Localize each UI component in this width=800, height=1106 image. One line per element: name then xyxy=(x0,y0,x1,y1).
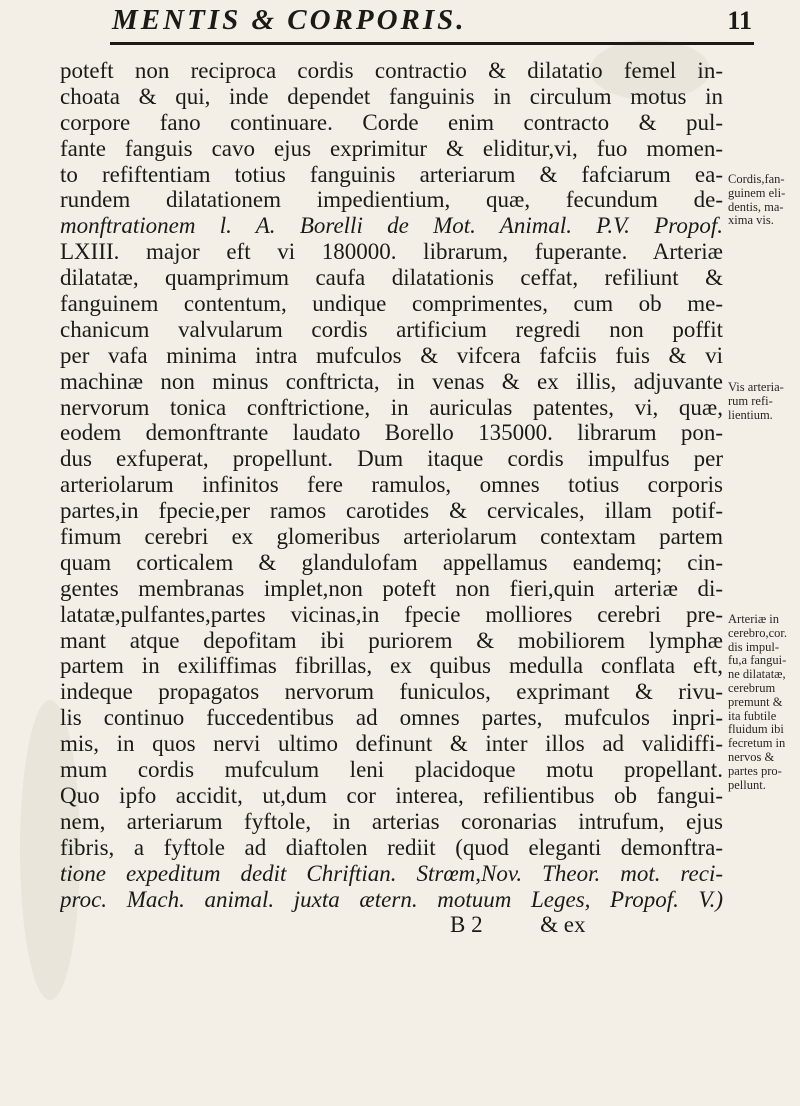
text-line: dus exfuperat, propellunt. Dum itaque cordis impulfus per xyxy=(60,446,723,472)
text-line: eodem demonftrante laudato Borello 135000. librarum pon- xyxy=(60,420,723,446)
text-line: chanicum valvularum cordis artificium regredi non poffit xyxy=(60,316,723,342)
text-line: quam corticalem & glandulofam appellamus eandemq; cin- xyxy=(60,549,723,575)
text-line: monftrationem l. A. Borelli de Mot. Animal. P.V. Propof. xyxy=(60,213,723,239)
text-line: mant atque depofitam ibi puriorem & mobiliorem lymphæ xyxy=(60,627,723,653)
page-number: 11 xyxy=(727,6,752,35)
text-line: arteriolarum infinitos fere ramulos, omnes totius corporis xyxy=(60,472,723,498)
header-rule xyxy=(110,42,754,45)
text-line: to refiftentiam totius fanguinis arteriarum & fafciarum ea- xyxy=(60,161,723,187)
margin-note-text: Vis arteria- rum refi- lientium. xyxy=(728,380,784,422)
text-line: fibris, a fyftole ad diaftolen rediit (quod eleganti demonftra- xyxy=(60,834,723,860)
text-line: machinæ non minus conftricta, in venas & ex illis, adjuvante xyxy=(60,368,723,394)
text-line: proc. Mach. animal. juxta ætern. motuum Leges, Propof. V.) xyxy=(60,886,723,912)
text-line: fante fanguis cavo ejus exprimitur & eliditur,vi, fuo momen- xyxy=(60,135,723,161)
text-line: corpore fano continuare. Corde enim contracto & pul- xyxy=(60,109,723,135)
text-line: mis, in quos nervi ultimo definunt & inter illos ad validiffi- xyxy=(60,731,723,757)
text-line: rundem dilatationem impedientium, quæ, fecundum de- xyxy=(60,187,723,213)
text-line: gentes membranas implet,non poteft non fieri,quin arteriæ di- xyxy=(60,575,723,601)
text-line: LXIII. major eft vi 180000. librarum, fuperante. Arteriæ xyxy=(60,239,723,265)
text-line: fanguinem contentum, undique comprimentes, cum ob me- xyxy=(60,291,723,317)
text-line: dilatatæ, quamprimum caufa dilatationis ceffat, refiliunt & xyxy=(60,265,723,291)
text-line: indeque propagatos nervorum funiculos, exprimant & rivu- xyxy=(60,679,723,705)
text-line: choata & qui, inde dependet fanguinis in circulum motus in xyxy=(60,83,723,109)
text-line: Quo ipfo accidit, ut,dum cor interea, refilientibus ob fangui- xyxy=(60,782,723,808)
margin-note-3 xyxy=(728,613,798,792)
margin-note-1 xyxy=(728,173,798,228)
text-line: nervorum tonica conftrictione, in auriculas patentes, vi, quæ, xyxy=(60,394,723,420)
text-line: fimum cerebri ex glomeribus arteriolarum contextam partem xyxy=(60,524,723,550)
signature-catchword: B 2 & ex xyxy=(450,912,586,938)
text-line: per vafa minima intra mufculos & vifcera fafciis fuis & vi xyxy=(60,342,723,368)
text-line: lis continuo fuccedentibus ad omnes partes, mufculos inpri- xyxy=(60,705,723,731)
margin-note-text: Arteriæ in cerebro,cor. dis impul- fu,a fangui- ne dilatatæ, cerebrum premunt & ita fubtile fluidum ibi fecretum in nervos & partes pro- pellunt. xyxy=(728,612,787,792)
text-line: nem, arteriarum fyftole, in arterias coronarias intrufum, ejus xyxy=(60,808,723,834)
text-line: poteft non reciproca cordis contractio & dilatatio femel in- xyxy=(60,58,723,83)
running-head: MENTIS & CORPORIS. xyxy=(112,4,467,36)
text-line: partes,in fpecie,per ramos carotides & cervicales, illam potif- xyxy=(60,498,723,524)
margin-note-text: Cordis,fan- guinem eli- dentis, ma- xima vis. xyxy=(728,172,786,228)
text-line: mum cordis mufculum leni placidoque motu propellant. xyxy=(60,757,723,783)
text-line: partem in exiliffimas fibrillas, ex quibus medulla conflata eft, xyxy=(60,653,723,679)
margin-note-2 xyxy=(728,381,798,422)
text-line: tione expeditum dedit Chriftian. Strœm,Nov. Theor. mot. reci- xyxy=(60,860,723,886)
main-text xyxy=(60,58,723,938)
text-line: latatæ,pulfantes,partes vicinas,in fpecie molliores cerebri pre- xyxy=(60,601,723,627)
